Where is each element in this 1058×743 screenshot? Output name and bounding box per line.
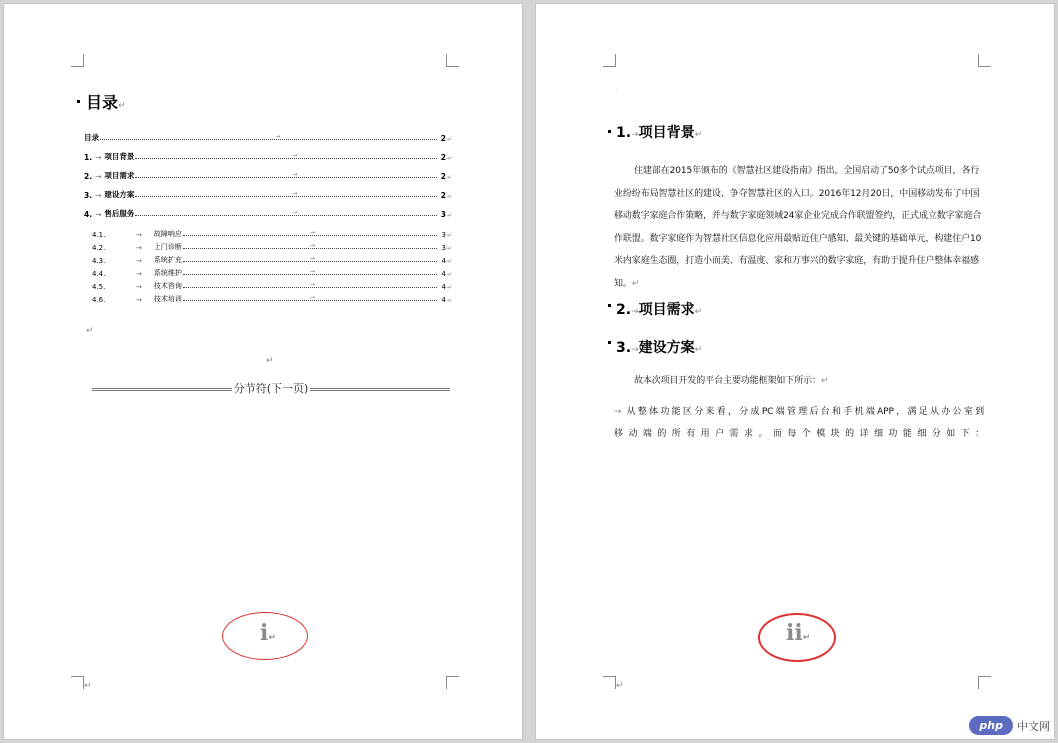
tab-arrow-icon: → [95, 172, 102, 181]
paragraph-mark: ↵ [616, 681, 624, 691]
toc-entry-label: 系统维护 [153, 269, 182, 277]
footer-page-number[interactable]: ii↵ [786, 620, 811, 646]
toc-entry-page: 4 [441, 283, 446, 291]
toc-entry[interactable] [92, 253, 452, 265]
tab-arrow-icon: → [309, 281, 315, 288]
toc-entry[interactable] [92, 266, 452, 278]
toc-entry-number: 4.1. [92, 231, 106, 239]
toc-entry[interactable] [84, 150, 452, 162]
toc-leader-dots [135, 171, 437, 178]
php-logo-badge: php [969, 716, 1013, 735]
section-break-line [310, 388, 450, 391]
paragraph-mark: ↵ [84, 681, 92, 691]
heading-construction-plan[interactable]: 3.→建设方案↵ [616, 340, 703, 356]
toc-entry[interactable] [92, 279, 452, 291]
toc-entry-number: 4.3. [92, 257, 106, 265]
crop-mark-bottom-right [978, 676, 991, 689]
toc-entry-page: 3 [441, 244, 446, 252]
toc-entry-label: 目录 [84, 133, 99, 142]
toc-entry-number: 4. [84, 210, 93, 219]
toc-entry-page: 4 [441, 270, 446, 278]
crop-mark-top-left [71, 54, 84, 67]
tab-arrow-icon: → [292, 209, 298, 216]
toc-entry[interactable] [84, 131, 452, 143]
paragraph-function-line-2[interactable]: 移动端的所有用户需求。而每个模块的详细功能细分如下： [614, 429, 984, 439]
tab-arrow-icon: → [95, 210, 102, 219]
toc-leader-dots [183, 281, 437, 288]
toc-leader-dots [135, 209, 437, 216]
paragraph-framework-intro[interactable]: 故本次项目开发的平台主要功能框架如下所示：↵ [634, 376, 829, 386]
toc-leader-dots [135, 152, 437, 159]
toc-entry[interactable] [92, 227, 452, 239]
tab-arrow-icon: → [275, 133, 281, 140]
crop-mark-top-right [446, 54, 459, 67]
tab-arrow-icon: → [309, 255, 315, 262]
paragraph-mark: ↵ [446, 193, 452, 200]
paragraph-mark: ↵ [446, 136, 452, 143]
toc-entry-label: 上门诊断 [153, 243, 182, 251]
toc-entry-number: 4.6. [92, 296, 106, 304]
paragraph-mark: ↵ [446, 174, 452, 181]
toc-leader-dots [135, 190, 437, 197]
toc-entry[interactable] [92, 292, 452, 304]
toc-leader-dots [183, 229, 437, 236]
paragraph-mark: ↵ [446, 155, 452, 162]
document-page-content [535, 3, 1055, 740]
site-watermark [969, 716, 1050, 735]
heading-bullet-icon [608, 304, 611, 307]
paragraph-mark: ↵ [446, 245, 452, 252]
toc-entry[interactable] [92, 240, 452, 252]
tab-arrow-icon: → [309, 294, 315, 301]
toc-entry-page: 2 [440, 191, 446, 200]
section-break-line [92, 388, 232, 391]
heading-bullet-icon [608, 130, 611, 133]
section-break-label: 分节符(下一页) [233, 382, 309, 395]
heading-bullet-icon [77, 100, 80, 103]
toc-leader-dots [183, 255, 437, 262]
paragraph-mark: ↵ [446, 232, 452, 239]
toc-entry-label: 建设方案 [104, 190, 135, 199]
toc-entry-number: 4.2. [92, 244, 106, 252]
document-page-toc [3, 3, 523, 740]
toc-entry-page: 4 [441, 296, 446, 304]
toc-entry-label: 售后服务 [104, 209, 135, 218]
tab-arrow-icon: → [136, 257, 142, 265]
toc-entry[interactable] [84, 188, 452, 200]
toc-entry-number: 4.4. [92, 270, 106, 278]
toc-entry[interactable] [84, 169, 452, 181]
toc-entry-label: 技术培训 [153, 295, 182, 303]
toc-entry-page: 3 [441, 231, 446, 239]
tab-arrow-icon: → [309, 268, 315, 275]
tab-arrow-icon: → [136, 283, 142, 291]
paragraph-mark: ↵ [446, 297, 452, 304]
heading-bullet-icon [608, 341, 611, 344]
toc-leader-dots [100, 133, 437, 140]
tab-arrow-icon: → [136, 270, 142, 278]
toc-leader-dots [183, 242, 437, 249]
section-break-next-page [92, 381, 450, 395]
crop-mark-top-left [603, 54, 616, 67]
heading-project-background[interactable]: 1.→项目背景↵ [616, 125, 703, 141]
tab-arrow-icon: → [95, 153, 102, 162]
paragraph-mark: ↵ [86, 326, 94, 336]
watermark-text: 中文网 [1017, 719, 1050, 733]
toc-entry-label: 项目背景 [104, 152, 135, 161]
crop-mark-bottom-left [603, 676, 616, 689]
toc-entry-number: 2. [84, 172, 93, 181]
tab-arrow-icon: → [136, 231, 142, 239]
paragraph-function-line-1[interactable]: → 从整体功能区分来看，分成PC端管理后台和手机端APP，满足从办公室到 [614, 407, 985, 417]
toc-entry-label: 技术咨询 [153, 282, 182, 290]
toc-entry-page: 2 [440, 153, 446, 162]
toc-entry[interactable] [84, 207, 452, 219]
footer-page-number[interactable]: i↵ [260, 620, 276, 646]
tab-arrow-icon: → [95, 191, 102, 200]
toc-entry-label: 系统扩充 [153, 256, 182, 264]
tab-arrow-icon: → [136, 244, 142, 252]
toc-entry-page: 3 [440, 210, 446, 219]
toc-entry-label: 故障响应 [153, 230, 182, 238]
tab-arrow-icon: → [309, 229, 315, 236]
toc-entry-number: 3. [84, 191, 93, 200]
toc-title[interactable]: 目录↵ [86, 93, 126, 112]
tab-arrow-icon: → [292, 171, 298, 178]
heading-project-requirements[interactable]: 2.→项目需求↵ [616, 302, 703, 318]
paragraph-mark: · [616, 88, 618, 95]
toc-entry-label: 项目需求 [104, 171, 135, 180]
crop-mark-bottom-left [71, 676, 84, 689]
crop-mark-bottom-right [446, 676, 459, 689]
paragraph-mark: ↵ [446, 258, 452, 265]
toc-leader-dots [183, 294, 437, 301]
paragraph-mark: ↵ [446, 271, 452, 278]
crop-mark-top-right [978, 54, 991, 67]
paragraph-background[interactable]: 住建部在2015年颁布的《智慧社区建设指南》指出，全国启动了50多个试点项目，各行业纷纷布局智慧社区的建设、争夺智慧社区的入口。2016年12月20日，中国移动发布了中国移动数字家庭合作策略，并与数字家庭领域24家企业完成合作联盟签约，正式成立数字家庭合作联盟。数字家庭作为智慧社区信息化应用最贴近住户感知、最关键的基础单元，构建住户10米内家庭生态圈，打造小而美、有温度、家和万事兴的数字家庭，有助于提升住户整体幸福感知。↵ [614, 166, 982, 289]
toc-entry-number: 1. [84, 153, 93, 162]
tab-arrow-icon: → [309, 242, 315, 249]
paragraph-mark: ↵ [266, 356, 274, 366]
paragraph-mark: ↵ [446, 284, 452, 291]
toc-entry-page: 2 [440, 134, 446, 143]
toc-leader-dots [183, 268, 437, 275]
toc-entry-page: 4 [441, 257, 446, 265]
toc-entry-page: 2 [440, 172, 446, 181]
tab-arrow-icon: → [136, 296, 142, 304]
paragraph-mark: ↵ [446, 212, 452, 219]
tab-arrow-icon: → [292, 190, 298, 197]
toc-entry-number: 4.5. [92, 283, 106, 291]
tab-arrow-icon: → [292, 152, 298, 159]
